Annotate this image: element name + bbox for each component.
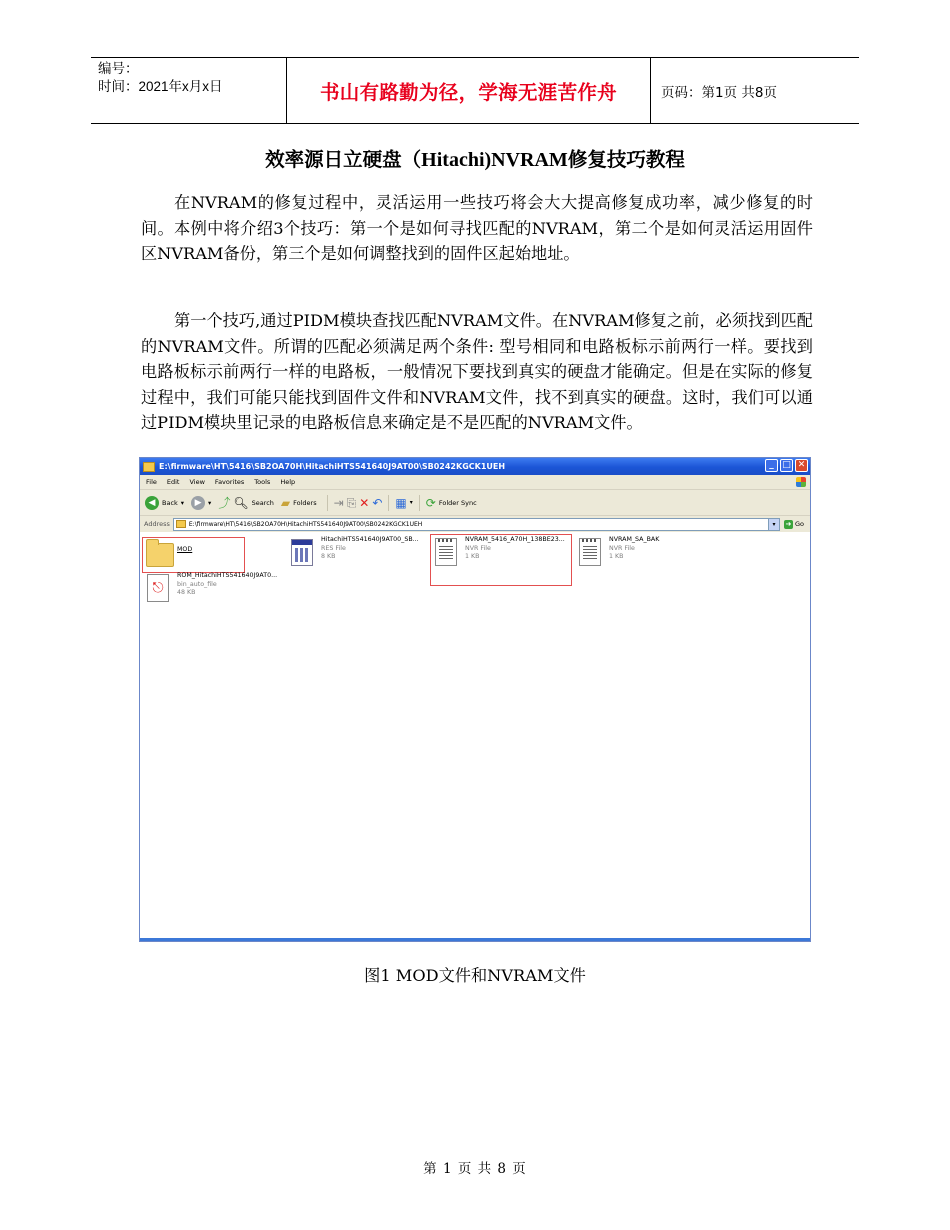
header-motto: 书山有路勤为径，学海无涯苦作舟 (286, 58, 651, 123)
explorer-window (139, 457, 811, 942)
toolbar-separator (388, 495, 389, 511)
paragraph-intro: 在NVRAM的修复过程中，灵活运用一些技巧将会大大提高修复成功率，减少修复的时间。本例中将介绍3个技巧：第一个是如何寻找匹配的NVRAM，第二个是如何灵活运用固件区NVRAM备份，第三个是如何调整找到的固件区起始地址。 (141, 193, 813, 263)
folder-icon (176, 520, 186, 528)
forward-arrow-icon: ▶ (191, 496, 205, 510)
menu-help[interactable]: Help (280, 478, 296, 486)
folder-icon (143, 462, 155, 472)
file-type: RES File (321, 544, 346, 552)
address-value: E:\firmware\HT\5416\SB2OA70H\HitachiHTS541640J9AT00\SB0242KGCK1UEH (188, 520, 423, 528)
back-label: Back (162, 498, 178, 507)
address-label: Address (144, 520, 170, 528)
chevron-down-icon: ▾ (208, 498, 212, 507)
folders-icon: ▰ (280, 495, 291, 510)
forward-button[interactable] (191, 496, 211, 510)
search-label: Search (251, 498, 274, 507)
figure-caption: 图1 MOD文件和NVRAM文件 (364, 966, 586, 985)
toolbar (140, 490, 810, 516)
sync-icon: ⟳ (425, 495, 436, 510)
file-type: NVR File (609, 544, 635, 552)
file-size: 48 KB (177, 589, 196, 596)
menu-edit[interactable]: Edit (166, 478, 180, 486)
menu-view[interactable]: View (189, 478, 205, 486)
paragraph-technique-one: 第一个技巧,通过PIDM模块查找匹配NVRAM文件。在NVRAM修复之前，必须找到匹配的NVRAM文件。所谓的匹配必须满足两个条件: 型号相同和电路板标示前两行一样。要找到电路板标示前两行一样的电路板，一般情况下要找到真实的硬盘才能确定。但是在实际的修复过程中，我们可能只能找到固件文件和NVRAM文件，找不到真实的硬盘。这时，我们可以通过PIDM模块里记录的电路板信息来确定是不是匹配的NVRAM文件。 (141, 311, 813, 432)
address-bar (140, 516, 810, 533)
file-item-rom[interactable] (144, 572, 277, 602)
title-prefix: 效率源日立硬盘（ (265, 148, 422, 171)
file-name: HitachiHTS541640J9AT00_SB... (321, 536, 419, 543)
go-label: Go (794, 520, 804, 528)
header-page-info: 页码：第1页 共8页 (661, 84, 777, 101)
file-size: 1 KB (465, 553, 480, 560)
file-type: NVR File (465, 544, 491, 552)
window-controls (765, 459, 808, 472)
folder-sync-button[interactable] (426, 496, 477, 510)
header-time: 时间：2021年x月x日 (98, 79, 223, 94)
menu-tools[interactable]: Tools (254, 478, 271, 486)
file-name: NVRAM_5416_A70H_138BE23... (465, 536, 565, 543)
go-button[interactable] (784, 520, 804, 529)
undo-icon[interactable]: ↶ (372, 495, 383, 510)
window-title: E:\firmware\HT\5416\SB2OA70H\HitachiHTS541640J9AT00\SB0242KGCK1UEH (159, 462, 506, 471)
views-icon[interactable]: ▦ (395, 495, 407, 510)
close-button[interactable]: ✕ (795, 459, 808, 472)
file-size: 8 KB (321, 553, 336, 560)
menu-bar (140, 475, 810, 490)
file-list (140, 532, 810, 938)
toolbar-separator (419, 495, 420, 511)
file-item-mod[interactable] (144, 538, 192, 568)
nvr-file-icon (576, 536, 604, 566)
file-item-nvram-bak[interactable] (576, 536, 659, 566)
file-name: ROM_HitachiHTS541640J9AT0... (177, 572, 278, 579)
nvr-file-icon (432, 536, 460, 566)
back-button[interactable] (145, 496, 184, 510)
address-dropdown-icon[interactable]: ▾ (768, 519, 779, 530)
page-footer: 第 1 页 共 8 页 (423, 1161, 527, 1177)
file-name: MOD (177, 546, 193, 553)
header-number: 编号： (98, 61, 139, 76)
minimize-button[interactable]: _ (765, 459, 778, 472)
page-header (91, 57, 859, 124)
copy-to-icon[interactable]: ⎘ (346, 495, 357, 510)
address-input[interactable] (173, 518, 780, 531)
file-size: 1 KB (609, 553, 624, 560)
file-name: NVRAM_SA_BAK (609, 536, 660, 543)
file-item-res[interactable] (288, 536, 419, 566)
go-arrow-icon: ➜ (785, 519, 792, 528)
menu-favorites[interactable]: Favorites (214, 478, 245, 486)
delete-icon[interactable]: ✕ (359, 495, 370, 510)
document-title (0, 144, 950, 172)
up-folder-icon[interactable]: ⤴ (218, 495, 231, 510)
search-icon: 🔍︎ (233, 495, 249, 510)
chevron-down-icon: ▾ (409, 499, 413, 506)
folders-button[interactable] (281, 496, 317, 510)
move-to-icon[interactable]: ⇥ (333, 495, 344, 510)
search-button[interactable] (233, 496, 274, 510)
file-item-nvram[interactable] (432, 536, 565, 566)
title-latin: Hitachi)NVRAM (421, 149, 568, 171)
folder-icon (144, 538, 172, 568)
folders-label: Folders (293, 498, 317, 507)
back-arrow-icon: ◀ (145, 496, 159, 510)
folder-sync-label: Folder Sync (438, 498, 477, 507)
window-bottom-border (140, 938, 810, 941)
header-meta (91, 58, 286, 123)
res-file-icon (288, 536, 316, 566)
menu-file[interactable]: File (146, 478, 157, 486)
toolbar-separator (327, 495, 328, 511)
maximize-button[interactable]: □ (780, 459, 793, 472)
window-titlebar[interactable] (140, 458, 810, 475)
title-suffix: 修复技巧教程 (567, 148, 685, 171)
chevron-down-icon: ▾ (180, 498, 185, 507)
pdf-file-icon: ⎋ (144, 572, 172, 602)
windows-logo-icon (796, 477, 806, 487)
file-type: bin_auto_file (177, 580, 217, 588)
